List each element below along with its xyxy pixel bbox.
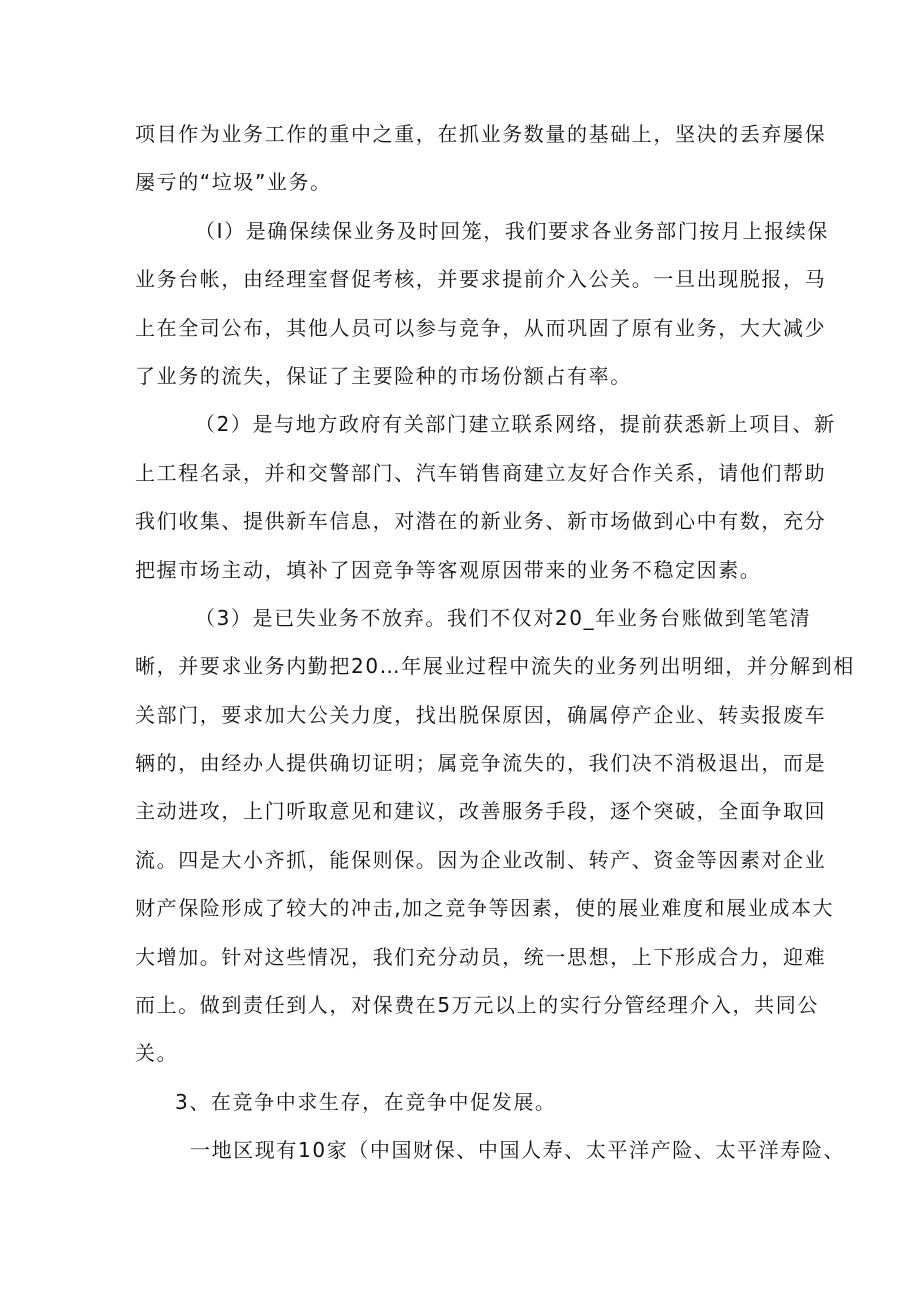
paragraph-line: 关。: [135, 1041, 179, 1065]
paragraph-line: 业务台帐，由经理室督促考核，并要求提前介入公关。一旦出现脱报，马: [135, 267, 827, 291]
paragraph-line: 主动进攻，上门听取意见和建议，改善服务手段，逐个突破，全面争取回: [135, 799, 827, 823]
paragraph-line: （3）是已失业务不放弃。我们不仅对20_年业务台账做到笔笔清: [195, 606, 812, 630]
paragraph-line: 上在全司公布，其他人员可以参与竞争，从而巩固了原有业务，大大减少: [135, 316, 827, 340]
paragraph-line: 一地区现有10家（中国财保、中国人寿、太平洋产险、太平洋寿险、: [190, 1138, 846, 1162]
paragraph-line: 项目作为业务工作的重中之重，在抓业务数量的基础上，坚决的丢弃屡保: [135, 122, 827, 146]
paragraph-line: 了业务的流失，保证了主要险种的市场份额占有率。: [135, 364, 632, 388]
paragraph-line: 流。四是大小齐抓，能保则保。因为企业改制、转产、资金等因素对企业: [135, 848, 827, 872]
section-heading: 3、在竞争中求生存，在竞争中促发展。: [175, 1090, 557, 1114]
paragraph-line: 辆的，由经办人提供确切证明；属竞争流失的，我们决不消极退出，而是: [135, 751, 827, 775]
paragraph-line: 我们收集、提供新车信息，对潜在的新业务、新市场做到心中有数，充分: [135, 509, 827, 533]
paragraph-line: 屡亏的“垃圾”业务。: [135, 170, 332, 194]
paragraph-line: 晰，并要求业务内勤把20…年展业过程中流失的业务列出明细，并分解到相: [135, 654, 855, 678]
paragraph-line: （I）是确保续保业务及时回笼，我们要求各业务部门按月上报续保: [195, 219, 829, 243]
paragraph-line: 财产保险形成了较大的冲击,加之竞争等因素，使的展业难度和展业成本大: [135, 896, 835, 920]
paragraph-line: 而上。做到责任到人，对保费在5万元以上的实行分管经理介入，共同公: [135, 993, 819, 1017]
paragraph-line: （2）是与地方政府有关部门建立联系网络，提前获悉新上项目、新: [195, 412, 836, 436]
paragraph-line: 关部门，要求加大公关力度，找出脱保原因，确属停产企业、转卖报废车: [135, 703, 827, 727]
paragraph-line: 大增加。针对这些情况，我们充分动员，统一思想，上下形成合力，迎难: [135, 945, 827, 969]
paragraph-line: 把握市场主动，填补了因竞争等客观原因带来的业务不稳定因素。: [135, 558, 762, 582]
paragraph-line: 上工程名录，并和交警部门、汽车销售商建立友好合作关系，请他们帮助: [135, 461, 827, 485]
